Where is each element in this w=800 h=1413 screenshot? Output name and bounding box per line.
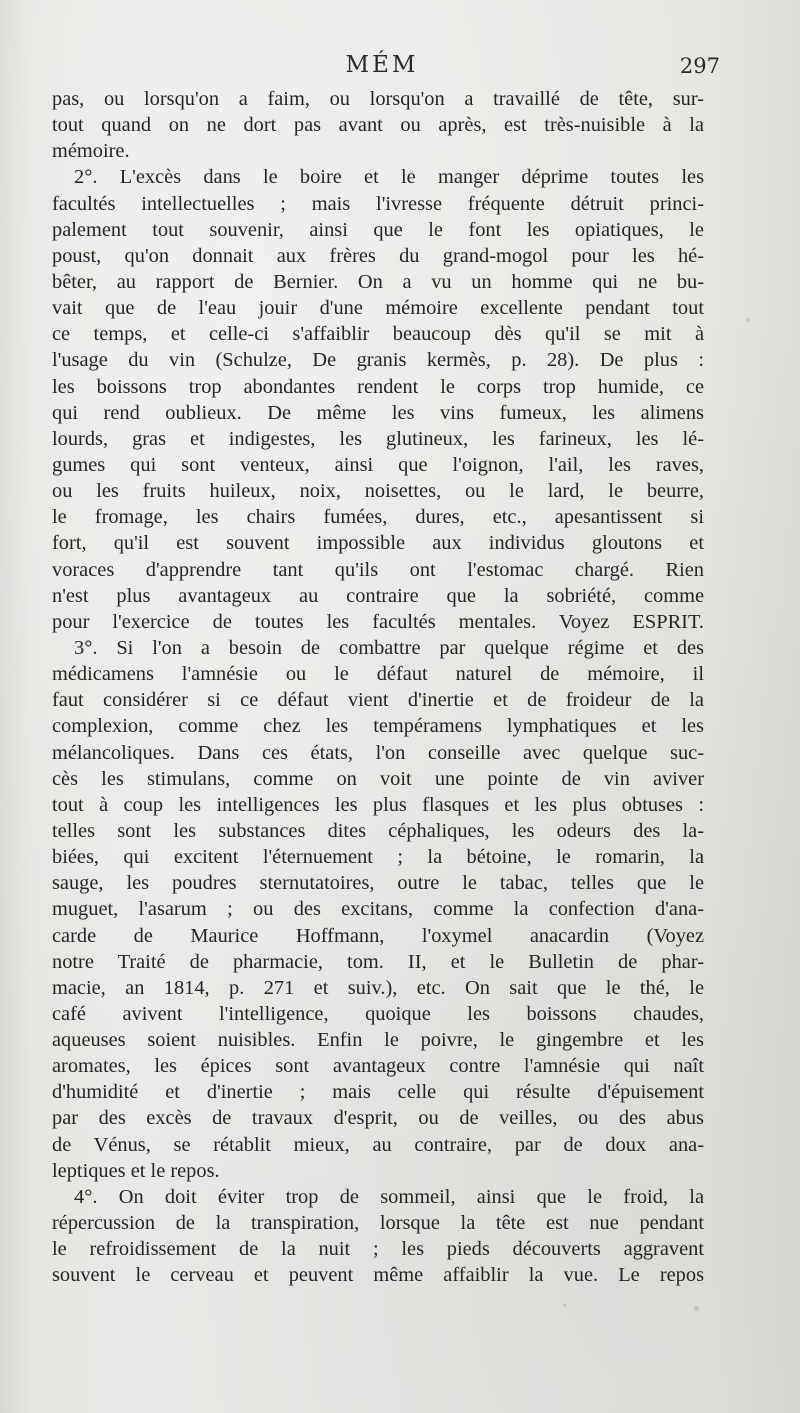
text-line: l'usage du vin (Schulze, De granis kermès, p. 28). De plus : — [52, 349, 704, 372]
running-head — [52, 52, 720, 84]
text-line: bêter, au rapport de Bernier. On a vu un homme qui ne bu- — [52, 270, 704, 293]
page-header-title: MÉM — [345, 52, 419, 78]
text-line: d'humidité et d'inertie ; mais celle qui résulte d'épuisement — [52, 1081, 704, 1104]
text-line: voraces d'apprendre tant qu'ils ont l'estomac chargé. Rien — [52, 558, 704, 581]
page-number: 297 — [679, 54, 720, 78]
text-line: tout quand on ne dort pas avant ou après, est très-nuisible à la — [52, 114, 704, 137]
text-line: complexion, comme chez les tempéramens lymphatiques et les — [52, 715, 704, 738]
text-line: les boissons trop abondantes rendent le corps trop humide, ce — [52, 375, 704, 398]
text-line: le fromage, les chairs fumées, dures, etc., apesantissent si — [52, 506, 704, 529]
text-line: souvent le cerveau et peuvent même affaiblir la vue. Le repos — [52, 1264, 704, 1287]
paper-speck — [694, 1306, 699, 1311]
text-line: cès les stimulans, comme on voit une pointe de vin aviver — [52, 767, 704, 790]
text-line: vait que de l'eau jouir d'une mémoire excellente pendant tout — [52, 297, 704, 320]
paper-speck — [563, 1304, 566, 1307]
text-line: médicamens l'amnésie ou le défaut naturel de mémoire, il — [52, 663, 704, 686]
text-line: de Vénus, se rétablit mieux, au contraire, par de doux ana- — [52, 1133, 704, 1156]
text-line: macie, an 1814, p. 271 et suiv.), etc. On sait que le thé, le — [52, 976, 704, 999]
text-line: ce temps, et celle-ci s'affaiblir beaucoup dès qu'il se mit à — [52, 323, 704, 346]
text-line: le refroidissement de la nuit ; les pieds découverts aggravent — [52, 1238, 704, 1261]
text-line: mémoire. — [52, 140, 130, 163]
paragraph-start-line: 3°. Si l'on a besoin de combattre par quelque régime et des — [74, 636, 704, 659]
text-line: café avivent l'intelligence, quoique les boissons chaudes, — [52, 1002, 704, 1025]
text-line: faut considérer si ce défaut vient d'inertie et de froideur de la — [52, 689, 704, 712]
text-line: par des excès de travaux d'esprit, ou de veilles, ou des abus — [52, 1107, 704, 1130]
text-line: répercussion de la transpiration, lorsque la tête est nue pendant — [52, 1212, 704, 1235]
text-line: tout à coup les intelligences les plus flasques et les plus obtuses : — [52, 793, 704, 816]
text-line: aromates, les épices sont avantageux contre l'amnésie qui naît — [52, 1055, 704, 1078]
text-line: sauge, les poudres sternutatoires, outre le tabac, telles que le — [52, 872, 704, 895]
text-line: mélancoliques. Dans ces états, l'on conseille avec quelque suc- — [52, 741, 704, 764]
paragraph-start-line: 2°. L'excès dans le boire et le manger déprime toutes les — [74, 166, 704, 189]
text-line: muguet, l'asarum ; ou des excitans, comme la confection d'ana- — [52, 898, 704, 921]
text-line: pour l'exercice de toutes les facultés mentales. Voyez ESPRIT. — [52, 610, 704, 633]
paper-speck — [746, 318, 750, 322]
text-line: carde de Maurice Hoffmann, l'oxymel anacardin (Voyez — [52, 924, 704, 947]
text-line: leptiques et le repos. — [52, 1159, 220, 1182]
text-line: qui rend oublieux. De même les vins fumeux, les alimens — [52, 401, 704, 424]
text-line: lourds, gras et indigestes, les glutineux, les farineux, les lé- — [52, 427, 704, 450]
text-line: poust, qu'on donnait aux frères du grand-mogol pour les hé- — [52, 244, 704, 267]
text-line: aqueuses soient nuisibles. Enfin le poivre, le gingembre et les — [52, 1029, 704, 1052]
paragraph-start-line: 4°. On doit éviter trop de sommeil, ainsi que le froid, la — [74, 1185, 704, 1208]
text-line: telles sont les substances dites céphaliques, les odeurs des la- — [52, 819, 704, 842]
body-text — [52, 86, 704, 1288]
text-line: gumes qui sont venteux, ainsi que l'oignon, l'ail, les raves, — [52, 453, 704, 476]
text-line: biées, qui excitent l'éternuement ; la bétoine, le romarin, la — [52, 846, 704, 869]
text-line: pas, ou lorsqu'on a faim, ou lorsqu'on a travaillé de tête, sur- — [52, 88, 704, 110]
text-line: facultés intellectuelles ; mais l'ivresse fréquente détruit princi- — [52, 192, 704, 215]
text-line: ou les fruits huileux, noix, noisettes, ou le lard, le beurre, — [52, 480, 704, 503]
text-line: n'est plus avantageux au contraire que la sobriété, comme — [52, 584, 704, 607]
text-line: palement tout souvenir, ainsi que le font les opiatiques, le — [52, 218, 704, 241]
text-line: fort, qu'il est souvent impossible aux individus gloutons et — [52, 532, 704, 555]
text-line: notre Traité de pharmacie, tom. II, et le Bulletin de phar- — [52, 950, 704, 973]
